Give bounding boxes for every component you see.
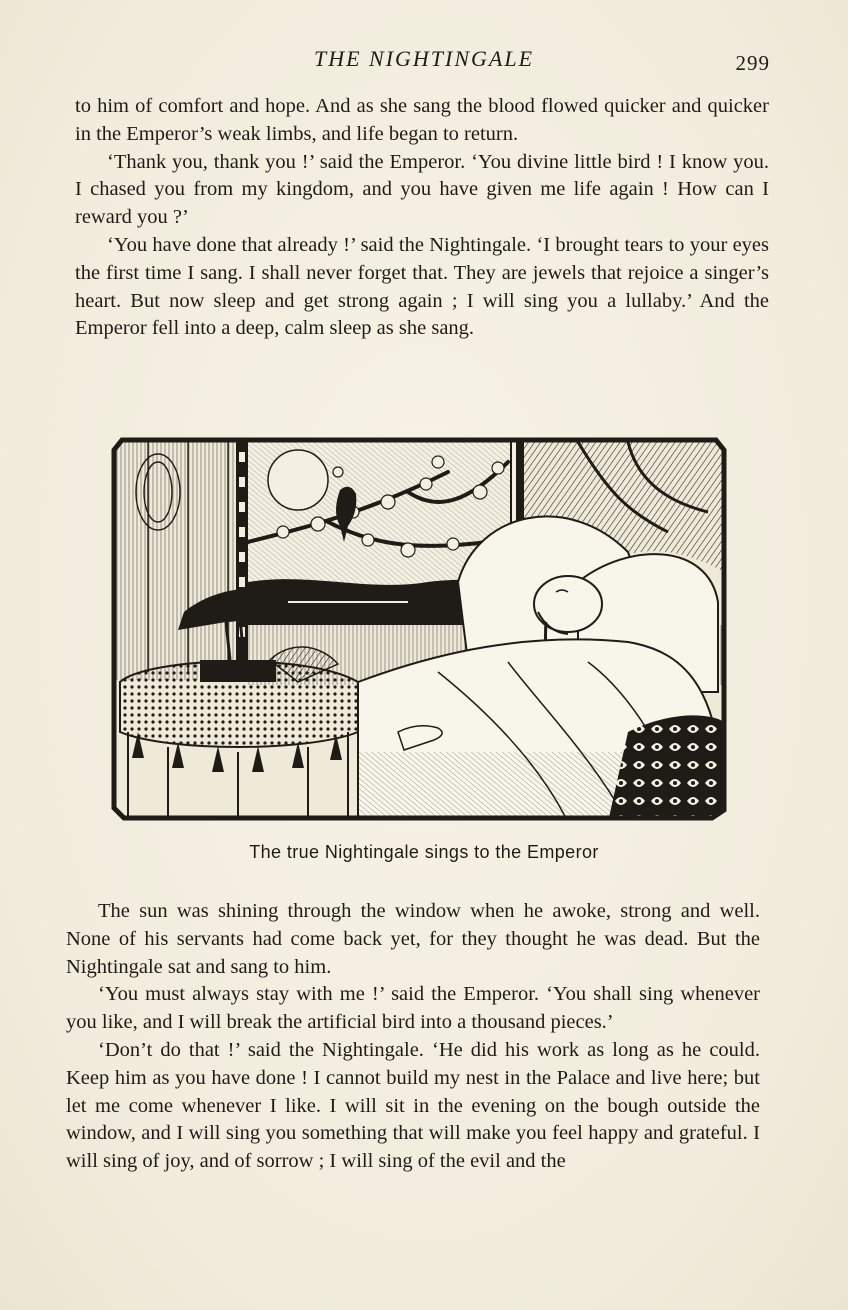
paragraph: ‘Thank you, thank you !’ said the Emperor. ‘You divine little bird ! I know you. I chased you from my kingdom, and you have given me life again ! How can I reward you ?’ bbox=[75, 150, 769, 229]
top-text-block bbox=[75, 93, 769, 343]
paragraph: ‘You must always stay with me !’ said the Emperor. ‘You shall sing whenever you like, and I will break the artificial bird into a thousand pieces.’ bbox=[66, 983, 760, 1034]
page-number: 299 bbox=[735, 51, 770, 75]
illustration-engraving bbox=[108, 432, 730, 822]
running-title: THE NIGHTINGALE bbox=[313, 46, 535, 71]
illustration-caption: The true Nightingale sings to the Emperor bbox=[249, 842, 599, 862]
running-head bbox=[0, 44, 848, 74]
paragraph: to him of comfort and hope. And as she sang the blood flowed quicker and quicker in the Emperor’s weak limbs, and life began to return. bbox=[75, 95, 769, 145]
bottom-text-block bbox=[66, 898, 760, 1176]
paragraph: The sun was shining through the window when he awoke, strong and well. None of his servants had come back yet, for they thought he was dead. But the Nightingale sat and sang to him. bbox=[66, 900, 760, 978]
paragraph: ‘Don’t do that !’ said the Nightingale. ‘He did his work as long as he could. Keep him as you have done ! I cannot build my nest in the Palace and live here; but let me come whenever I like. I will sit in the evening on the bough outside the window, and I will sing you something that will make you feel happy and grateful. I will sing of joy, and of sorrow ; I will sing of the evil and the bbox=[66, 1038, 760, 1173]
paragraph: ‘You have done that already !’ said the Nightingale. ‘I brought tears to your eyes the first time I sang. I shall never forget that. They are jewels that rejoice a singer’s heart. But now sleep and get strong again ; I will sing you a lullaby.’ And the Emperor fell into a deep, calm sleep as she sang. bbox=[75, 233, 769, 340]
